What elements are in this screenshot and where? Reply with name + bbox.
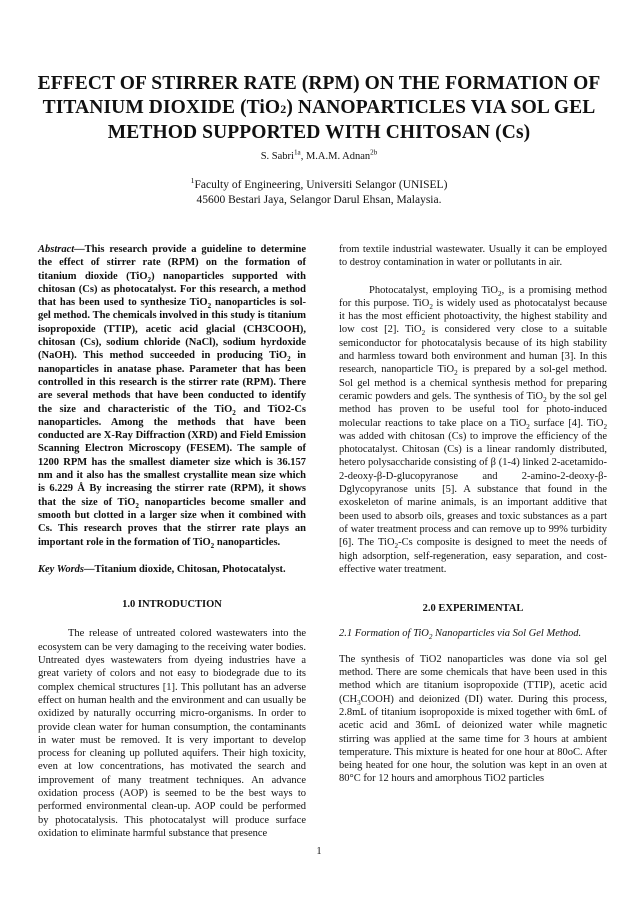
author-1-sup: 1a: [293, 148, 301, 157]
affiliation-sup: 1: [190, 176, 195, 186]
para-text-i: -Cs composite is designed to meet the needs of high adsorption, self-regeneration, easy separation, and cost-effective water treatment.: [339, 537, 607, 575]
abstract-text-2: ) nanoparticles supported with chitosan (Cs) as photocatalyst. For this research, a method that has been used to synthesize TiO: [38, 270, 306, 309]
synthesis-text-a: The synthesis of TiO2 nanoparticles was done via sol gel method. There are some chemicals that have been used in this method which are titanium isopropoxide (TTIP), acetic acid (CH: [339, 653, 607, 705]
subsection-heading-a: 2.1 Formation of TiO: [339, 628, 429, 640]
left-column: [38, 243, 306, 840]
subscript: 2: [603, 422, 607, 431]
abstract-dash: —: [74, 244, 85, 255]
abstract-text-5: and TiO2-Cs nanoparticles. Among the methods that have been conducted are X-Ray Diffraction (XRD) and Field Emission Scanning Electron Microscopy (FESEM). The sample of 1200 RPM has the smallest diameter size which is 36.157 nm and it also has the smallest crystallite mean size which is 6.229 Å By increasing the stirrer rate (RPM), it shows that the size of TiO: [38, 403, 306, 508]
page-number: 1: [316, 846, 322, 857]
paper-title: [30, 72, 608, 145]
abstract-text-7: nanoparticles.: [214, 536, 281, 548]
author-2-sup: 2b: [370, 148, 378, 157]
para-text-d: is considered very close to a suitable semiconductor for photocatalysis because of its high stability and harmless toward both environment and human [3]. In this research, nanoparticle TiO: [339, 324, 607, 376]
title-line-3: METHOD SUPPORTED WITH CHITOSAN (Cs): [107, 122, 531, 143]
title-line-1: EFFECT OF STIRRER RATE (RPM) ON THE FORMATION OF: [37, 73, 601, 94]
abstract-label: Abstract: [38, 244, 75, 255]
synthesis-text-b: COOH) and deionized (DI) water. During this process, 2.8mL of titanium isopropoxide is mixed together with 6mL of acetic acid and 36mL of deionized water while magnetic stirring was applied at the same time for 3 hours at ambient temperature. This mixture is heated for one hour at 80oC. After being heated for one hour, the solution was kept in an oven at 80°C for 12 hours and amorphous TiO2 particles: [339, 693, 607, 785]
author-1: S. Sabri: [260, 151, 294, 162]
para-text-c: is widely used as photocatalyst because it has the most efficient photoactivity, the highest stability and low cost [2]. TiO: [339, 297, 607, 336]
abstract-text-3: nanoparticles is sol-gel method. The chemicals involved in this study is titanium isopropoxide (TTIP), acetic acid glacial (CH3COOH), chitosan (Cs), sodium chloride (NaCl), sodium hyrdoxide (NaOH). This method succeeded in producing TiO: [38, 297, 307, 362]
introduction-continued: from textile industrial wastewater. Usually it can be employed to destroy contamination in water or pollutants in air.: [339, 244, 607, 269]
photocatalyst-paragraph: [339, 284, 607, 577]
keywords-dash: —: [84, 563, 95, 575]
keywords-label: Key Words: [38, 563, 84, 575]
abstract-text-1: This research provide a guideline to determine the effect of stirrer rate (RPM) on the formation of titanium dioxide (TiO: [38, 244, 306, 282]
subsection-heading-b: Nanoparticles via Sol Gel Method.: [432, 628, 582, 640]
affiliation-text-1: Faculty of Engineering, Universiti Selangor (UNISEL): [194, 179, 448, 191]
section-heading-experimental: 2.0 EXPERIMENTAL: [422, 603, 524, 615]
title-line-2: [30, 96, 608, 121]
title-line-2-pre: TITANIUM DIOXIDE (TiO: [42, 97, 281, 118]
subscript: 2: [421, 329, 426, 338]
abstract-text-6: nanoparticles become smaller and smooth but clotted in a larger size when it combined with Cs. This research proves that the stirrer rate plays an important role in the formation of TiO: [38, 496, 307, 548]
subscript: 2: [287, 355, 291, 364]
para-text-b: , is a promising method for this purpose. TiO: [339, 284, 607, 309]
subsection-heading: [339, 627, 607, 640]
para-text-h: was added with chitosan (Cs) to improve the efficiency of the photocatalyst. Chitosan (Cs) is a linear randomly distributed, hetero polysaccharide consisting of β (1-4) linked 2-acetamido-2-deoxy-β-D-glucopyranose and 2-amino-2-deoxy-β-Dglycopyranose units [5]. A substance that found in the exoskeleton of marine animals, is an important additive that been used to absorb oils, greases and toxic substances as a part of water treatment process and can remove up to 99% turbidity [6]. The TiO: [339, 430, 607, 549]
affiliation-line-1: [0, 178, 638, 193]
keywords-text: Titanium dioxide, Chitosan, Photocatalyst.: [94, 563, 286, 575]
abstract: [38, 243, 306, 549]
title-line-2-sub: 2: [280, 102, 287, 116]
subscript: 2: [428, 633, 433, 642]
subscript: 2: [526, 422, 530, 431]
authors: [0, 150, 638, 163]
subscript: 2: [543, 396, 547, 405]
keywords: [38, 563, 306, 576]
subscript: 2: [210, 541, 215, 550]
right-column: [339, 243, 607, 786]
para-text-f: by the sol gel method has proven to be useful tool for photo-induced molecular reactions to take place on a TiO: [339, 390, 607, 429]
author-2: M.A.M. Adnan: [305, 151, 371, 162]
title-line-2-post: ) NANOPARTICLES VIA SOL GEL: [286, 97, 596, 118]
subscript: 2: [232, 408, 236, 417]
subscript: 2: [498, 289, 502, 298]
abstract-text-4: in nanoparticles in anatase phase. Parameter that has been controlled in this research is the stirrer rate (RPM). There are several methods that have been conducted to identify the size and characteristic of the TiO: [38, 350, 306, 415]
subscript: 2: [394, 542, 399, 551]
author-sep: ,: [300, 151, 306, 162]
para-text-e: is prepared by a sol-gel method. Sol gel method is a chemical synthesis method for preparing ceramic powders and gels. The synthesis of TiO: [339, 364, 607, 402]
para-text-a: Photocatalyst, employing TiO: [369, 284, 498, 296]
affiliation-line-2: 45600 Bestari Jaya, Selangor Darul Ehsan, Malaysia.: [196, 194, 442, 206]
subscript: 2: [135, 501, 139, 510]
subscript: 2: [147, 275, 152, 284]
introduction-paragraph: The release of untreated colored wastewaters into the ecosystem can be very damaging to the receiving water bodies. Untreated dyes wastewaters from dyeing industries have a great variety of colors and not easy to biodegrade due to its complex chemical structures [1]. This pollutant has an adverse effect on human health and the environment and can usually be oxidized by naturally occurring micro-organisms. In order to provide clean water for human consumption, the contaminants in water must be removed. It is very important to develop process for cleaning up polluted aquifers. Their high toxicity, even at low concentrations, has motivated the search and improvement of many treatment techniques. An advance oxidation process (AOP) is seemed to be the best ways to performed environmental clean-up. AOP could be performed by photocatalysis. This photocatalyst will produce surface oxidation to eliminate harmful substance that presence: [38, 628, 306, 839]
para-text-g: surface [4]. TiO: [529, 417, 604, 429]
section-heading-introduction: 1.0 INTRODUCTION: [122, 599, 222, 611]
subscript: 3: [357, 698, 361, 707]
affiliation: [0, 178, 638, 208]
subscript: 2: [207, 302, 212, 311]
synthesis-paragraph: [339, 653, 607, 786]
subscript: 2: [454, 369, 458, 378]
subscript: 2: [429, 302, 433, 311]
